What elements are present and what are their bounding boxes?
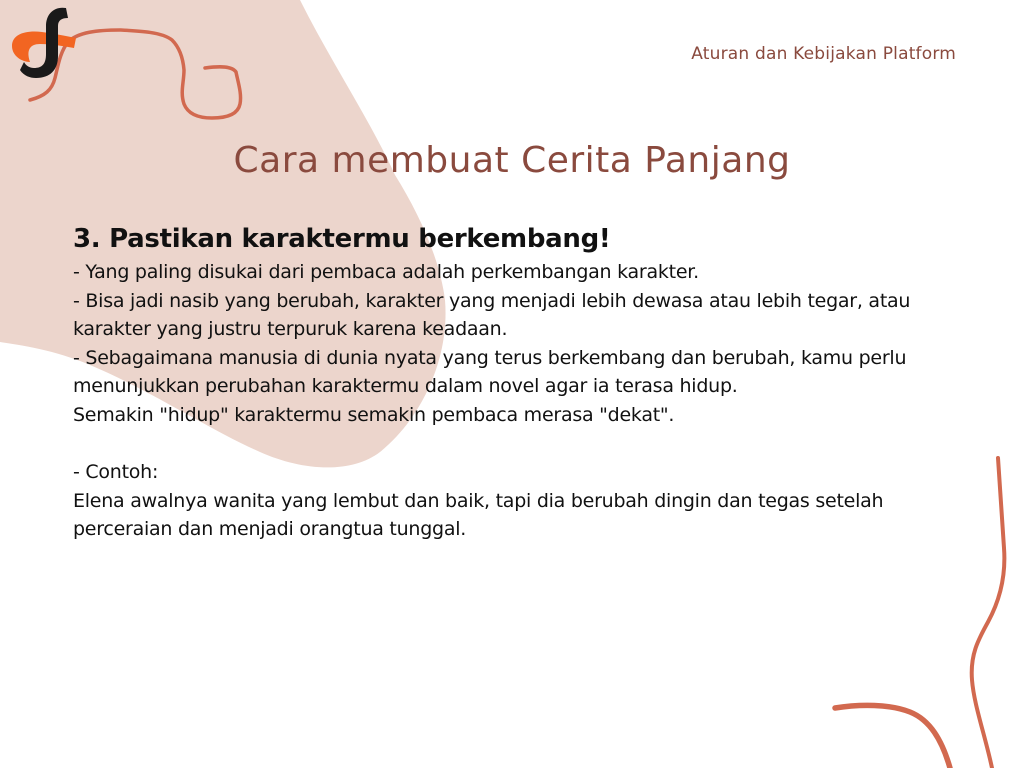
body-line: Elena awalnya wanita yang lembut dan baik, tapi dia berubah dingin dan tegas setelah: [73, 489, 884, 512]
body-line: - Bisa jadi nasib yang berubah, karakter yang menjadi lebih dewasa atau lebih tegar, atau: [73, 289, 911, 312]
section-label: Aturan dan Kebijakan Platform: [691, 44, 956, 64]
page-title-text: Cara membuat Cerita Panjang: [233, 140, 791, 181]
body-line: - Contoh:: [73, 461, 159, 484]
body-line: - Yang paling disukai dari pembaca adalah perkembangan karakter.: [73, 261, 699, 283]
logo-f-icon: [8, 4, 78, 80]
content-body: [73, 220, 953, 544]
body-line: - Sebagaimana manusia di dunia nyata yang terus berkembang dan berubah, kamu perlu: [73, 346, 907, 369]
body-line: Semakin "hidup" karaktermu semakin pembaca merasa "dekat".: [73, 403, 675, 426]
squiggle-line-bottom-curve: [835, 705, 950, 768]
page-title: [0, 140, 1024, 181]
logo-orange-swoosh: [12, 32, 76, 62]
body-text: [73, 258, 953, 544]
body-line: menunjukkan perubahan karaktermu dalam novel agar ia terasa hidup.: [73, 375, 738, 398]
section-heading: 3. Pastikan karaktermu berkembang!: [73, 224, 611, 254]
body-line: karakter yang justru terpuruk karena keadaan.: [73, 318, 508, 341]
body-line: perceraian dan menjadi orangtua tunggal.: [73, 518, 467, 541]
body-line-blank: [73, 430, 953, 459]
squiggle-line-right-vertical: [972, 458, 1005, 768]
